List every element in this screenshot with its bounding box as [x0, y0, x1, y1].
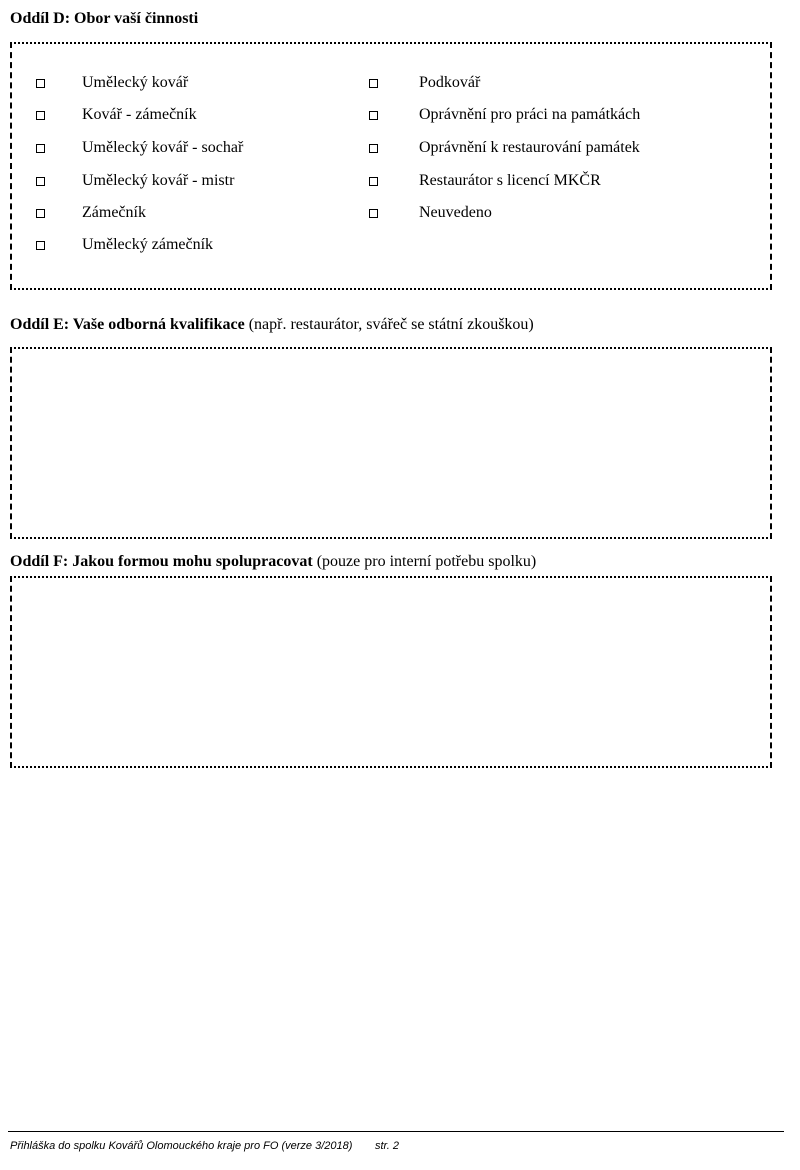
- empty-checkbox-icon[interactable]: [369, 209, 378, 218]
- option-label: Umělecký kovář: [82, 74, 189, 91]
- qualification-textarea[interactable]: [16, 353, 766, 533]
- option-neuvedeno[interactable]: [369, 204, 492, 222]
- option-label: Umělecký kovář - sochař: [82, 139, 244, 156]
- section-d-title: Oddíl D: Obor vaší činnosti: [10, 10, 199, 27]
- section-e-box: [10, 347, 772, 539]
- section-f-box: [10, 576, 772, 768]
- option-label: Neuvedeno: [419, 204, 492, 221]
- option-label: Oprávnění pro práci na památkách: [419, 106, 641, 123]
- section-f-note: (pouze pro interní potřebu spolku): [312, 553, 537, 570]
- footer-divider: [8, 1131, 784, 1132]
- empty-checkbox-icon[interactable]: [369, 144, 378, 153]
- option-umelecky-kovar-sochar[interactable]: [36, 139, 243, 157]
- empty-checkbox-icon[interactable]: [369, 79, 378, 88]
- option-kovar-zamecnik[interactable]: [36, 106, 197, 124]
- section-e-heading: [10, 316, 534, 334]
- option-label: Oprávnění k restaurování památek: [419, 139, 640, 156]
- footer-document-title: Přihláška do spolku Kovářů Olomouckého kraje pro FO (verze 3/2018): [10, 1140, 353, 1152]
- empty-checkbox-icon[interactable]: [369, 111, 378, 120]
- option-label: Restaurátor s licencí MKČR: [419, 172, 601, 189]
- option-label: Umělecký kovář - mistr: [82, 172, 235, 189]
- empty-checkbox-icon[interactable]: [36, 144, 45, 153]
- empty-checkbox-icon[interactable]: [36, 177, 45, 186]
- cooperation-textarea[interactable]: [16, 582, 766, 762]
- option-podkovar[interactable]: [369, 74, 480, 92]
- option-umelecky-kovar-mistr[interactable]: [36, 172, 234, 190]
- empty-checkbox-icon[interactable]: [36, 209, 45, 218]
- empty-checkbox-icon[interactable]: [36, 79, 45, 88]
- option-opravneni-restaurovani[interactable]: [369, 139, 640, 157]
- option-umelecky-kovar[interactable]: [36, 74, 188, 92]
- section-e-title: Oddíl E: Vaše odborná kvalifikace: [10, 316, 245, 333]
- option-umelecky-zamecnik[interactable]: [36, 236, 213, 254]
- section-f-heading: [10, 553, 536, 571]
- section-d-heading: [10, 10, 198, 28]
- option-label: Kovář - zámečník: [82, 106, 197, 123]
- option-label: Umělecký zámečník: [82, 236, 214, 253]
- option-opravneni-pamatky[interactable]: [369, 106, 640, 124]
- section-f-title: Oddíl F: Jakou formou mohu spolupracovat: [10, 553, 313, 570]
- empty-checkbox-icon[interactable]: [36, 241, 45, 250]
- footer-page-number: str. 2: [375, 1140, 400, 1152]
- empty-checkbox-icon[interactable]: [369, 177, 378, 186]
- option-label: Podkovář: [419, 74, 481, 91]
- option-label: Zámečník: [82, 204, 146, 221]
- section-d-box: [10, 42, 772, 290]
- section-e-note: (např. restaurátor, svářeč se státní zkouškou): [244, 316, 534, 333]
- option-restaurator-mkcr[interactable]: [369, 172, 601, 190]
- empty-checkbox-icon[interactable]: [36, 111, 45, 120]
- option-zamecnik[interactable]: [36, 204, 146, 222]
